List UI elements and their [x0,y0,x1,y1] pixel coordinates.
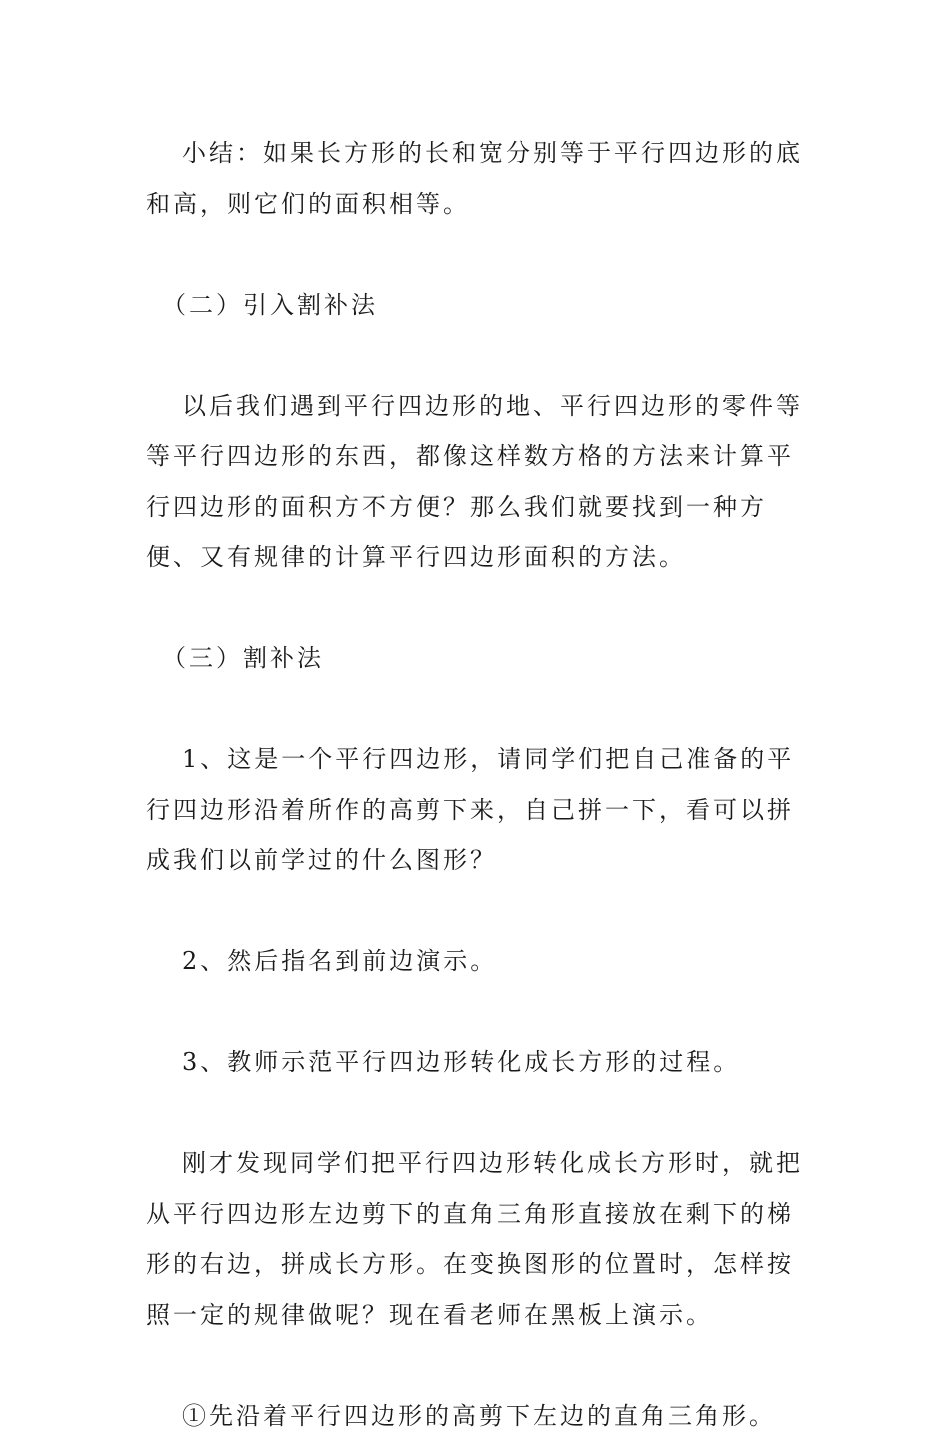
step-2-paragraph: 2、然后指名到前边演示。 [146,936,811,987]
spacer [146,1088,811,1139]
summary-paragraph: 小结：如果长方形的长和宽分别等于平行四边形的底和高，则它们的面积相等。 [146,128,811,229]
step-1-paragraph: 1、这是一个平行四边形，请同学们把自己准备的平行四边形沿着所作的高剪下来，自己拼一下，看可以拼成我们以前学过的什么图形？ [146,734,811,886]
step-3-paragraph: 3、教师示范平行四边形转化成长方形的过程。 [146,1037,811,1088]
section-2-heading: （二）引入割补法 [146,280,811,331]
spacer [146,684,811,735]
document-page [146,128,811,1441]
spacer [146,886,811,937]
spacer [146,330,811,381]
spacer [146,583,811,634]
substep-1-paragraph: ①先沿着平行四边形的高剪下左边的直角三角形。 [146,1391,811,1441]
spacer [146,229,811,280]
section-2-paragraph: 以后我们遇到平行四边形的地、平行四边形的零件等等平行四边形的东西，都像这样数方格的方法来计算平行四边形的面积方不方便？那么我们就要找到一种方便、又有规律的计算平行四边形面积的方法。 [146,381,811,583]
explanation-paragraph: 刚才发现同学们把平行四边形转化成长方形时，就把从平行四边形左边剪下的直角三角形直接放在剩下的梯形的右边，拼成长方形。在变换图形的位置时，怎样按照一定的规律做呢？现在看老师在黑板上演示。 [146,1138,811,1340]
spacer [146,987,811,1038]
spacer [146,1340,811,1391]
section-3-heading: （三）割补法 [146,633,811,684]
